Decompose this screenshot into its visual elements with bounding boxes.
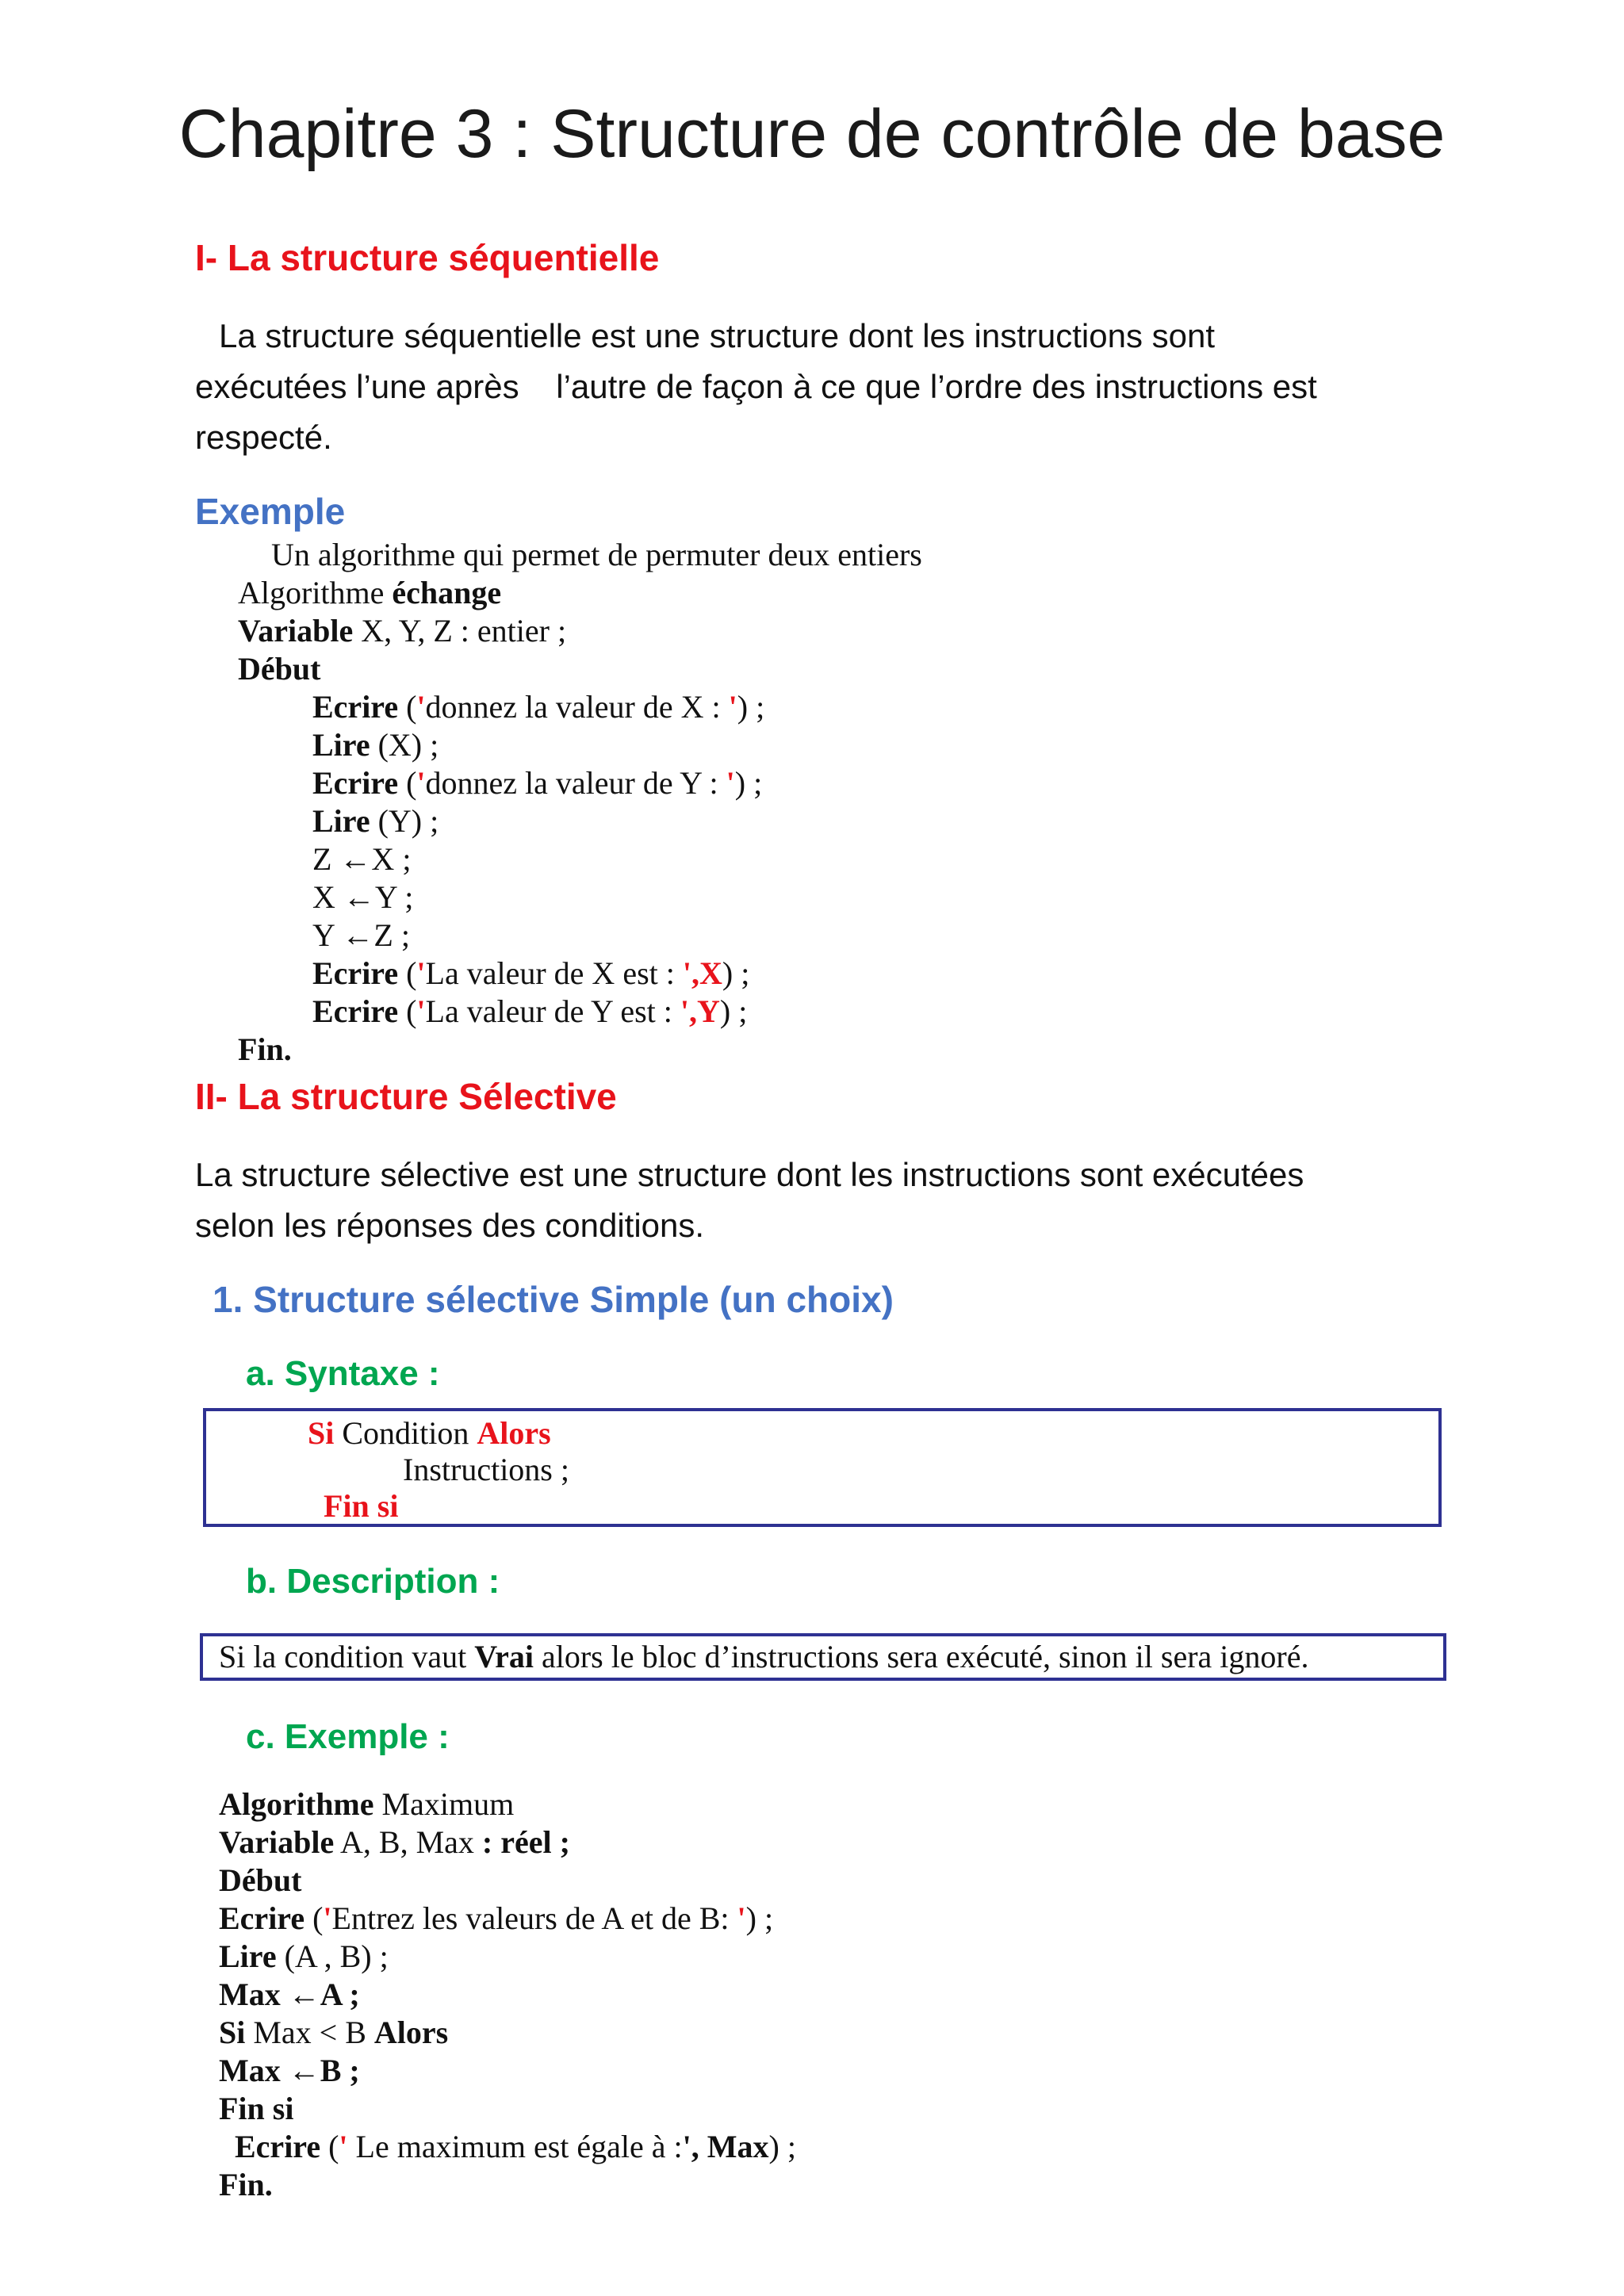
section-1-para-line-1: La structure séquentielle est une structure dont les instructions sont — [219, 317, 1216, 354]
code1-line-assign-y: Y ←Z ; — [312, 917, 410, 953]
keyword-si: Si — [308, 1415, 335, 1451]
code-text: X, Y, Z : entier ; — [361, 613, 567, 649]
keyword: Lire — [312, 803, 370, 839]
syntax-line-finsi: Fin si — [324, 1488, 399, 1524]
code-text: donnez la valeur de Y : — [425, 765, 726, 801]
keyword: Variable — [219, 1824, 335, 1860]
syntax-label: a. Syntaxe : — [246, 1354, 440, 1393]
section-1-para-line-2: exécutées l’une après l’autre de façon à ce que l’ordre des instructions est — [195, 368, 1317, 405]
code-text: La valeur de Y est : — [425, 993, 680, 1029]
code2-line-ecrire: Ecrire ('Entrez les valeurs de A et de B: ') ; — [219, 1900, 774, 1936]
section-1-para-line-3: respecté. — [195, 419, 332, 456]
description-text: Si la condition vaut Vrai alors le bloc d’instructions sera exécuté, sinon il sera ignoré. — [219, 1639, 1309, 1674]
code1-line-ecrire-x: Ecrire ('donnez la valeur de X : ') ; — [312, 689, 765, 725]
code2-line-variable: Variable A, B, Max : réel ; — [219, 1824, 570, 1860]
code2-line-ecrire-max: Ecrire (' Le maximum est égale à :', Max) ; — [235, 2129, 796, 2164]
keyword: Variable — [238, 613, 354, 649]
keyword: Ecrire — [312, 765, 399, 801]
syntax-line-si: Si Condition Alors — [308, 1415, 551, 1451]
subsection-1-heading: 1. Structure sélective Simple (un choix) — [213, 1279, 894, 1320]
code2-line-algorithme: Algorithme Maximum — [219, 1786, 515, 1822]
code1-line-assign-x: X ←Y ; — [312, 879, 414, 915]
code1-line-ecrire-result-y: Ecrire ('La valeur de Y est : ',Y) ; — [312, 993, 748, 1029]
code1-line-assign-z: Z ←X ; — [312, 841, 412, 877]
algorithm-name: échange — [392, 575, 502, 610]
syntax-line-instructions: Instructions ; — [403, 1452, 569, 1487]
page-title: Chapitre 3 : Structure de contrôle de base — [178, 96, 1446, 172]
code-text: La valeur de X est : — [425, 955, 683, 991]
keyword: Lire — [312, 727, 370, 763]
code2-line-finsi: Fin si — [219, 2091, 294, 2126]
keyword: Ecrire — [312, 993, 399, 1029]
example-c-label: c. Exemple : — [246, 1717, 450, 1756]
example-label: Exemple — [195, 491, 346, 532]
code2-line-max-b: Max ←B ; — [219, 2053, 360, 2088]
code1-intro: Un algorithme qui permet de permuter deux entiers — [271, 537, 922, 572]
keyword: Algorithme — [238, 575, 385, 610]
code1-line-ecrire-y: Ecrire ('donnez la valeur de Y : ') ; — [312, 765, 763, 801]
code2-line-fin: Fin. — [219, 2167, 273, 2202]
code1-line-lire-x: Lire (X) ; — [312, 727, 439, 763]
code1-line-variable — [238, 612, 566, 650]
code-text: donnez la valeur de X : — [425, 689, 729, 725]
keyword: Ecrire — [312, 955, 399, 991]
code1-line-ecrire-result-x: Ecrire ('La valeur de X est : ',X) ; — [312, 955, 750, 991]
code1-line-fin: Fin. — [238, 1031, 292, 1067]
keyword: Ecrire — [235, 2129, 321, 2164]
keyword: Ecrire — [219, 1900, 305, 1936]
code1-line-debut: Début — [238, 651, 321, 687]
description-label: b. Description : — [246, 1562, 500, 1601]
keyword: Si — [219, 2015, 246, 2050]
keyword: Ecrire — [312, 689, 399, 725]
section-1-heading: I- La structure séquentielle — [195, 237, 660, 278]
code1-line-algorithme — [238, 574, 501, 612]
code1-line-lire-y: Lire (Y) ; — [312, 803, 439, 839]
keyword: Lire — [219, 1938, 277, 1974]
keyword: Algorithme — [219, 1786, 374, 1822]
section-2-para-line-2: selon les réponses des conditions. — [195, 1207, 705, 1244]
keyword-alors: Alors — [477, 1415, 551, 1451]
code2-line-lire: Lire (A , B) ; — [219, 1938, 389, 1974]
code2-line-si: Si Max < B Alors — [219, 2015, 449, 2050]
section-2-para-line-1: La structure sélective est une structure dont les instructions sont exécutées — [195, 1156, 1304, 1193]
code2-line-max-a: Max ←A ; — [219, 1976, 360, 2012]
section-2-heading: II- La structure Sélective — [195, 1076, 617, 1117]
code2-line-debut: Début — [219, 1862, 302, 1898]
